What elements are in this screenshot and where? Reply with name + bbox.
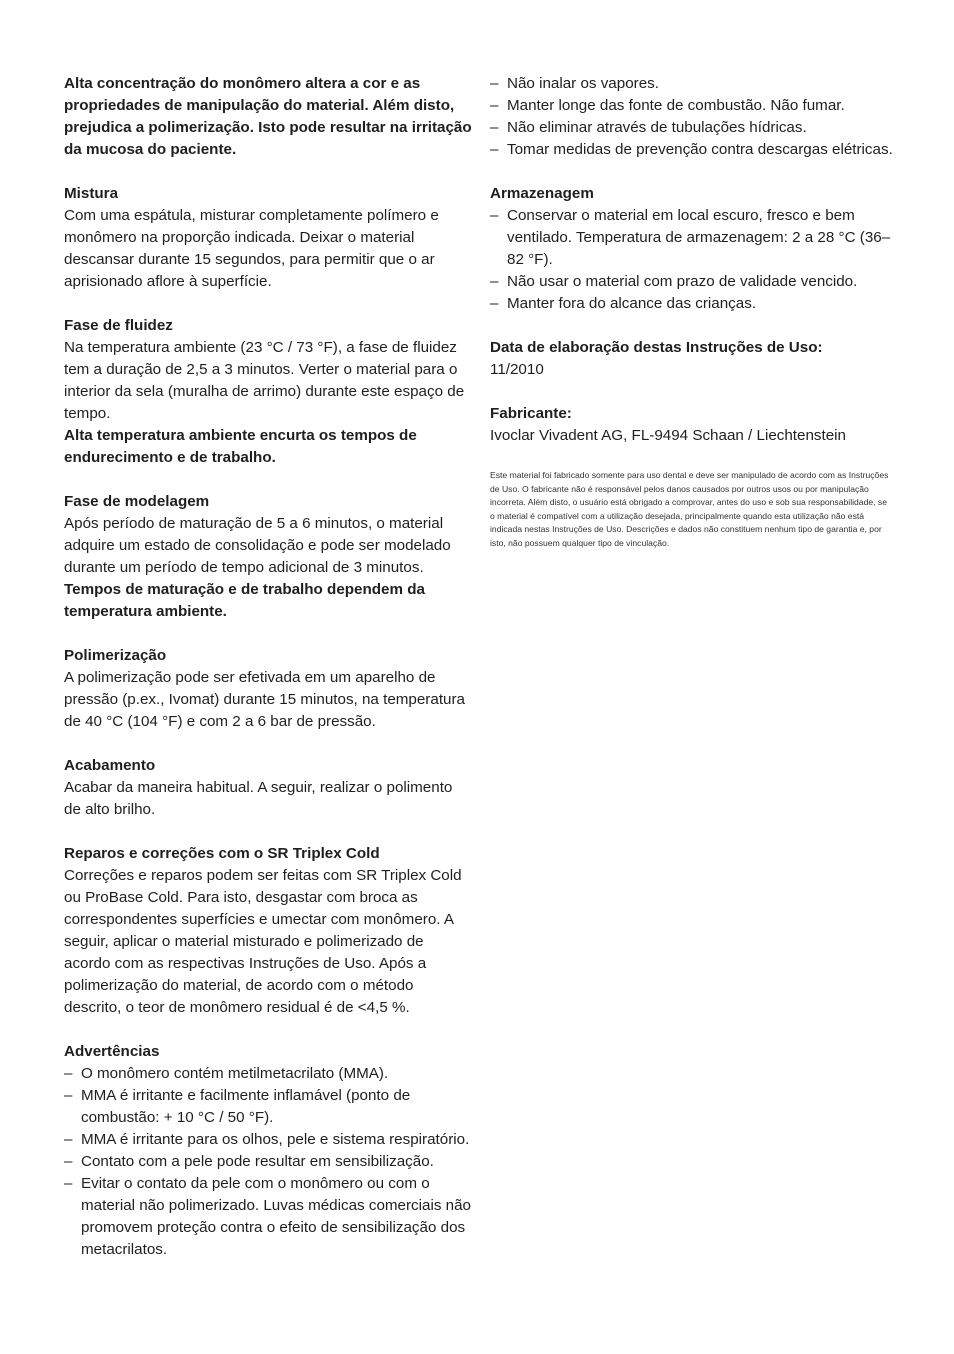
list-item: – MMA é irritante e facilmente inflamável (ponto de combustão: + 10 °C / 50 °F).: [64, 1085, 472, 1129]
acabamento-section: [64, 755, 472, 821]
mistura-heading: Mistura: [64, 185, 119, 202]
warnings-continued-list: [490, 73, 900, 161]
mistura-section: [64, 183, 472, 293]
advertencias-list: [64, 1063, 472, 1261]
list-item: – Manter longe das fonte de combustão. Não fumar.: [490, 95, 900, 117]
modelagem-note: Tempos de maturação e de trabalho dependem da temperatura ambiente.: [64, 581, 425, 620]
fabricante-value: Ivoclar Vivadent AG, FL-9494 Schaan / Liechtenstein: [490, 427, 847, 444]
modelagem-body: Após período de maturação de 5 a 6 minutos, o material adquire um estado de consolidação e pode ser modelado durante um período de tempo adicional de 3 minutos.: [64, 515, 451, 576]
fluidez-heading: Fase de fluidez: [64, 317, 173, 334]
reparos-section: [64, 843, 472, 1019]
mistura-body: Com uma espátula, misturar completamente polímero e monômero na proporção indicada. Deixar o material descansar durante 15 segundos, para permitir que o ar aprisionado aflore à superfície.: [64, 207, 439, 290]
list-item: – MMA é irritante para os olhos, pele e sistema respiratório.: [64, 1129, 472, 1151]
polimerizacao-section: [64, 645, 472, 733]
fluidez-body: Na temperatura ambiente (23 °C / 73 °F), a fase de fluidez tem a duração de 2,5 a 3 minutos. Verter o material para o interior da sela (muralha de arrimo) durante este espaço de tempo.: [64, 339, 465, 422]
fabricante-heading: Fabricante:: [490, 405, 572, 422]
intro-section: [64, 73, 472, 161]
armazenagem-section: [490, 183, 900, 315]
data-elaboracao-heading: Data de elaboração destas Instruções de Uso:: [490, 339, 823, 356]
list-item: – Manter fora do alcance das crianças.: [490, 293, 900, 315]
list-item: – Não eliminar através de tubulações hídricas.: [490, 117, 900, 139]
left-column: [64, 73, 472, 1283]
armazenagem-heading: Armazenagem: [490, 185, 594, 202]
list-item: – Conservar o material em local escuro, fresco e bem ventilado. Temperatura de armazenagem: 2 a 28 °C (36–82 °F).: [490, 205, 900, 271]
disclaimer-text: Este material foi fabricado somente para uso dental e deve ser manipulado de acordo com as Instruções de Uso. O fabricante não é responsável pelos danos causados por outros usos ou por manipulação incorreta. Além disto, o usuário está obrigado a comprovar, antes do uso e sob sua responsabilidade, se o material é compatível com a utilização desejada, principalmente quando esta utilização não está indicada nestas Instruções de Uso. Descrições e dados não constituem nenhum tipo de garantia e, por isto, não possuem qualquer tipo de vinculação.: [490, 470, 889, 548]
polimerizacao-body: A polimerização pode ser efetivada em um aparelho de pressão (p.ex., Ivomat) durante 15 minutos, na temperatura de 40 °C (104 °F) e com 2 a 6 bar de pressão.: [64, 669, 465, 730]
right-column: [490, 73, 900, 550]
data-elaboracao-section: [490, 337, 900, 381]
list-item: – Não inalar os vapores.: [490, 73, 900, 95]
reparos-heading: Reparos e correções com o SR Triplex Cold: [64, 845, 380, 862]
warnings-continued-section: [490, 73, 900, 161]
acabamento-heading: Acabamento: [64, 757, 156, 774]
intro-warning: Alta concentração do monômero altera a cor e as propriedades de manipulação do material. Além disto, prejudica a polimerização. Isto pode resultar na irritação da mucosa do paciente.: [64, 75, 472, 158]
advertencias-heading: Advertências: [64, 1043, 160, 1060]
fluidez-note: Alta temperatura ambiente encurta os tempos de endurecimento e de trabalho.: [64, 427, 417, 466]
list-item: – O monômero contém metilmetacrilato (MMA).: [64, 1063, 472, 1085]
list-item: – Não usar o material com prazo de validade vencido.: [490, 271, 900, 293]
advertencias-section: [64, 1041, 472, 1261]
reparos-body: Correções e reparos podem ser feitas com SR Triplex Cold ou ProBase Cold. Para isto, desgastar com broca as correspondentes superfícies e umectar com monômero. A seguir, aplicar o material misturado e polimerizado de acordo com as respectivas Instruções de Uso. Após a polimerização do material, de acordo com o método descrito, o teor de monômero residual é de <4,5 %.: [64, 867, 462, 1016]
list-item: – Contato com a pele pode resultar em sensibilização.: [64, 1151, 472, 1173]
list-item: – Evitar o contato da pele com o monômero ou com o material não polimerizado. Luvas médicas comerciais não promovem proteção contra o efeito de sensibilização dos metacrilatos.: [64, 1173, 472, 1261]
fluidez-section: [64, 315, 472, 469]
fabricante-section: [490, 403, 900, 447]
acabamento-body: Acabar da maneira habitual. A seguir, realizar o polimento de alto brilho.: [64, 779, 453, 818]
data-elaboracao-value: 11/2010: [490, 361, 544, 378]
armazenagem-list: [490, 205, 900, 315]
modelagem-heading: Fase de modelagem: [64, 493, 210, 510]
list-item: – Tomar medidas de prevenção contra descargas elétricas.: [490, 139, 900, 161]
modelagem-section: [64, 491, 472, 623]
polimerizacao-heading: Polimerização: [64, 647, 167, 664]
